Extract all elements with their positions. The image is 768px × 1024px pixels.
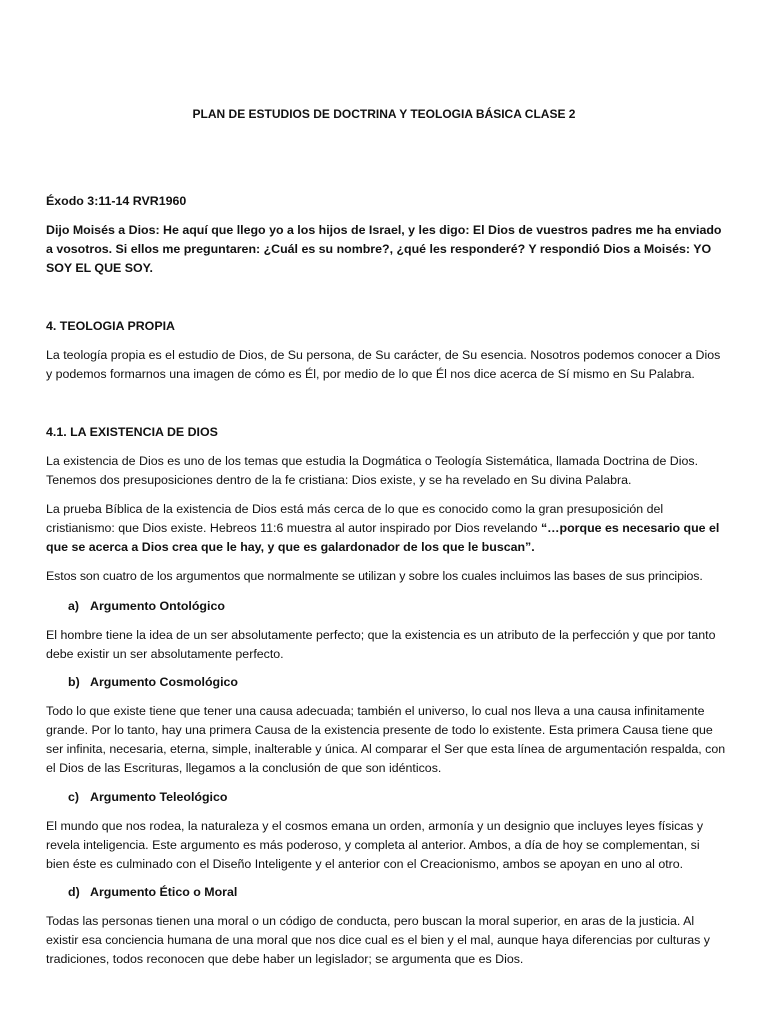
section-4-paragraph: La teología propia es el estudio de Dios, de Su persona, de Su carácter, de Su esencia. Nosotros podemos conocer a Dios y podemos formarnos una imagen de cómo es Él, por medio de lo que Él nos dice acerca de Sí mismo en Su Palabra. xyxy=(46,348,721,381)
argument-c-text: El mundo que nos rodea, la naturaleza y el cosmos emana un orden, armonía y un designio que incluyes leyes físicas y revela inteligencia. Este argumento es más poderoso, y completa al anterior. Ambos, a día de hoy se complementan, si bien éste es culminado con el Diseño Inteligente y el anterior con el Creacionismo, ambos se apoyan en uno al otro. xyxy=(46,819,704,871)
argument-b-heading xyxy=(68,673,748,692)
section-4-1-heading: 4.1. LA EXISTENCIA DE DIOS xyxy=(46,425,218,439)
scripture-reference: Éxodo 3:11-14 RVR1960 xyxy=(46,194,187,208)
argument-a-heading xyxy=(68,597,748,616)
argument-d-title: Argumento Ético o Moral xyxy=(90,885,238,899)
paragraph-2-text: La prueba Bíblica de la existencia de Dios está más cerca de lo que es conocido como la gran presuposición del cristianismo: que Dios existe. Hebreos 11:6 muestra al autor inspirado por Dios revelando xyxy=(46,502,664,535)
argument-b-text: Todo lo que existe tiene que tener una causa adecuada; también el universo, lo cual nos lleva a una causa infinitamente grande. Por lo tanto, hay una primera Causa de la existencia presente de todo lo existente. Esta primera Causa tiene que ser infinita, necesaria, eterna, simple, inalterable y única. Al comparar el Ser que esta línea de argumentación respalda, con el Dios de las Escrituras, llegamos a la conclusión de que son idénticos. xyxy=(46,704,726,775)
argument-a-text: El hombre tiene la idea de un ser absolutamente perfecto; que la existencia es un atributo de la perfección y que por tanto debe existir un ser absolutamente perfecto. xyxy=(46,628,716,661)
argument-c-letter: c) xyxy=(68,790,80,804)
scripture-text: Dijo Moisés a Dios: He aquí que llego yo a los hijos de Israel, y les digo: El Dios de vuestros padres me ha enviado a vosotros. Si ellos me preguntaren: ¿Cuál es su nombre?, ¿qué les responderé? Y respondió Dios a Moisés: YO SOY EL QUE SOY. xyxy=(46,223,722,275)
argument-d-heading xyxy=(68,883,748,902)
argument-c-heading xyxy=(68,788,748,807)
section-4-1-paragraph-2 xyxy=(46,500,726,557)
section-4-1-paragraph-3: Estos son cuatro de los argumentos que normalmente se utilizan y sobre los cuales incluimos las bases de sus principios. xyxy=(46,569,703,583)
document-title: PLAN DE ESTUDIOS DE DOCTRINA Y TEOLOGIA BÁSICA CLASE 2 xyxy=(192,107,576,121)
argument-d-text: Todas las personas tienen una moral o un código de conducta, pero buscan la moral superior, en aras de la justicia. Al existir esa conciencia humana de una moral que nos dice cual es el bien y el mal, aunque haya diferencias por culturas y tradiciones, todos reconocen que debe haber un legislador; se argumenta que es Dios. xyxy=(46,914,710,966)
argument-d-letter: d) xyxy=(68,885,80,899)
hebrews-quote: “…porque es necesario que el que se acerca a Dios crea que le hay, y que es galardonador de los que le buscan”. xyxy=(46,521,720,554)
argument-a-letter: a) xyxy=(68,599,80,613)
section-4-1-paragraph-1: La existencia de Dios es uno de los temas que estudia la Dogmática o Teología Sistemática, llamada Doctrina de Dios. Tenemos dos presuposiciones dentro de la fe cristiana: Dios existe, y se ha revelado en Su divina Palabra. xyxy=(46,454,699,487)
argument-b-letter: b) xyxy=(68,675,80,689)
argument-a-title: Argumento Ontológico xyxy=(90,599,225,613)
argument-b-title: Argumento Cosmológico xyxy=(90,675,238,689)
section-4-heading: 4. TEOLOGIA PROPIA xyxy=(46,319,175,333)
argument-c-title: Argumento Teleológico xyxy=(90,790,228,804)
